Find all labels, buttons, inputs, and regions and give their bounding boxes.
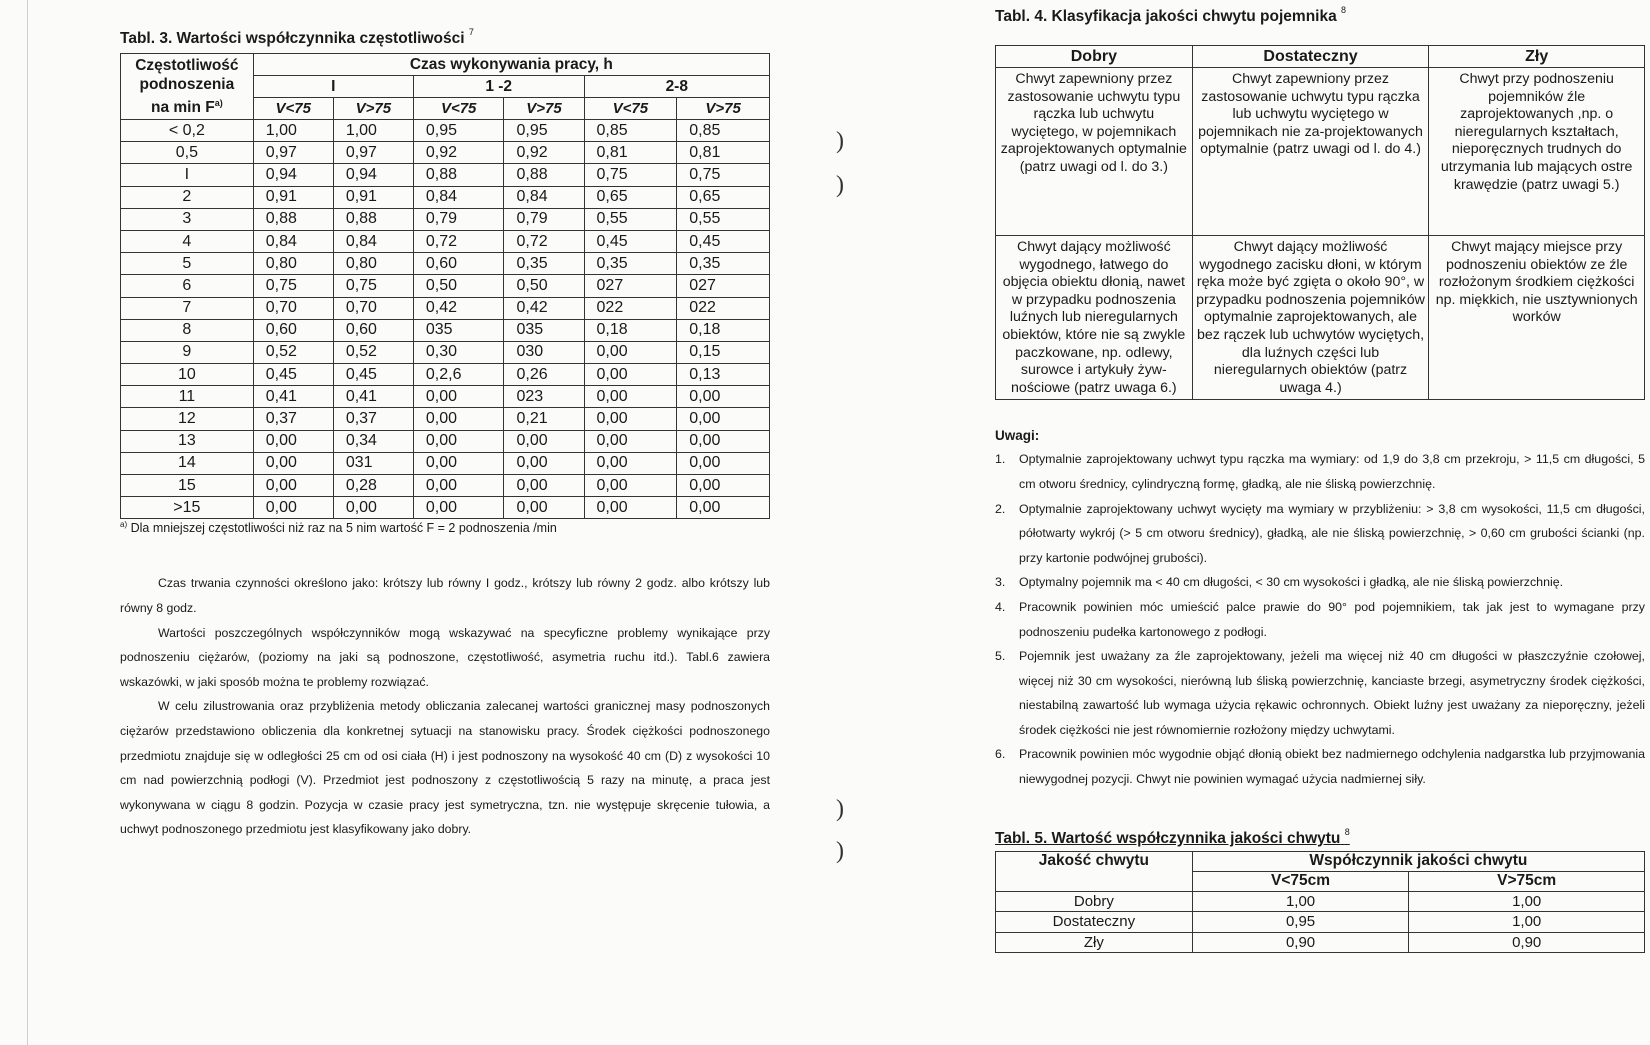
table3-value-cell: 0,95 [504,120,584,142]
table4-header: Zły [1429,46,1645,68]
table3-value-cell: 0,65 [584,186,677,208]
table3-value-cell: 0,92 [504,142,584,164]
table3-value-cell: 0,26 [504,364,584,386]
table3-value-cell: 0,45 [333,364,413,386]
note-text: Pracownik powinien móc umieścić palce prawie do 90° pod pojemnikiem, tak jak jest to wymagane przy podnoszeniu pudełka kartonowego z podłogi. [1019,599,1645,639]
table4 [995,45,1645,400]
table3-frequency-cell: I [121,164,254,186]
table3-frequency-cell: 11 [121,386,254,408]
table3-value-cell: 0,72 [504,230,584,252]
table3-value-cell: 0,52 [253,341,333,363]
table3-value-cell: 1,00 [253,120,333,142]
table3-frequency-cell: 7 [121,297,254,319]
scan-edge-line [27,0,28,1045]
table3-value-cell: 0,00 [504,430,584,452]
table3-value-cell: 0,84 [504,186,584,208]
table5-header-group: Współczynnik jakości chwytu [1192,851,1644,871]
table3-value-cell: 0,97 [333,142,413,164]
table-row [121,230,770,252]
table4-header: Dostateczny [1192,46,1429,68]
table3-value-cell: 0,75 [253,275,333,297]
note-number: 1. [995,452,1006,467]
table4-cell: Chwyt dający możliwość wygodnego zacisku dłoni, w którym ręka może być zgięta o około 90°, w przypadku podnoszenia pojemników optymalnie zaprojektowanych, ale bez rączek lub uchwytów wyciętych, dla luźnych części lub nieregularnych obiektów (patrz uwaga 4.) [1192,236,1429,400]
note-number: 5. [995,649,1006,664]
table3-value-cell: 0,21 [504,408,584,430]
table-row [121,475,770,497]
table3-value-cell: 0,00 [413,430,504,452]
table3-value-cell: 0,72 [413,230,504,252]
table3-value-cell: 0,79 [413,208,504,230]
table3-value-cell: 0,00 [677,452,770,474]
table5-subheader: V<75cm [1192,871,1409,891]
table5-body [996,891,1645,953]
table3-value-cell: 0,84 [413,186,504,208]
table3-value-cell: 0,00 [584,364,677,386]
note-text: Pojemnik jest uważany za źle zaprojektowany, jeżeli ma więcej niż 40 cm długości w płaszczyźnie czołowej, więcej niż 30 cm wysokości, nierówną lub śliską powierzchnię, kanciaste brzegi, asymetryczny środek ciężkości, niestabilną zawartość lub wymaga użycia rękawic ochronnych. Obiekt luźny jest uważany za nieporęczny, jeżeli środek ciężkości nie jest równomiernie rozłożony między uchwytami. [1019,649,1645,737]
table3-value-cell: 0,00 [677,497,770,519]
table-row [121,386,770,408]
table3-value-cell: 0,00 [413,408,504,430]
table5-value-cell: 0,90 [1409,932,1645,953]
margin-mark: ) [836,838,844,864]
table3-value-cell: 023 [504,386,584,408]
table3-frequency-cell: 4 [121,230,254,252]
table3-value-cell: 0,81 [584,142,677,164]
table-row [121,319,770,341]
table3-value-cell: 027 [584,275,677,297]
table5-value-cell: 1,00 [1409,912,1645,933]
table4-cell: Chwyt zapewniony przez zastosowanie uchwytu typu rączka lub uchwytu wyciętego, w pojemnikach zaprojektowanych optymalnie (patrz uwagi od l. do 3.) [996,68,1193,236]
table3-value-cell: 0,00 [253,452,333,474]
paragraph: W celu zilustrowania oraz przybliżenia metody obliczania zalecanej wartości granicznej masy podnoszonych ciężarów przedstawiono obliczenia dla konkretnej sytuacji na stanowisku pracy. Środek ciężkości podnoszonego przedmiotu znajduje się w odległości 25 cm od osi ciała (H) i jest podnoszony na wysokość 40 cm (D) z wysokości 10 cm nad powierzchnią podłogi (V). Przedmiot jest podnoszony z częstotliwością 5 razy na minutę, a praca jest wykonywana w ciągu 8 godzin. Pozycja w czasie pracy jest symetryczna, tzn. nie występuje skręcenie tułowia, a uchwyt podnoszonego przedmiotu jest klasyfikowany jako dobry. [120,699,770,837]
table3-value-cell: 0,65 [677,186,770,208]
table3-value-cell: 0,35 [677,253,770,275]
table3-subheader: V>75 [677,98,770,120]
table-row [121,297,770,319]
table3-value-cell: 0,42 [504,297,584,319]
table3-value-cell: 0,37 [253,408,333,430]
table-row [121,120,770,142]
table3-value-cell: 0,75 [584,164,677,186]
table3-value-cell: 0,88 [504,164,584,186]
table3-value-cell: 0,2,6 [413,364,504,386]
table3-value-cell: 0,00 [584,386,677,408]
notes-list [995,447,1645,791]
table-row [121,364,770,386]
table3-frequency-cell: >15 [121,497,254,519]
table3-value-cell: 027 [677,275,770,297]
table3-value-cell: 0,55 [584,208,677,230]
table4-title: Tabl. 4. Klasyfikacja jakości chwytu pojemnika $^8$ [995,5,1347,25]
table3-value-cell: 0,00 [333,497,413,519]
table3-value-cell: 1,00 [333,120,413,142]
table3-subheader: V<75 [584,98,677,120]
table3-frequency-cell: 0,5 [121,142,254,164]
table3-value-cell: 0,94 [333,164,413,186]
table-row [996,932,1645,953]
table3-value-cell: 0,95 [413,120,504,142]
table-row [121,275,770,297]
table3-frequency-cell: 6 [121,275,254,297]
table3-subheader: V<75 [413,98,504,120]
table5-quality-cell: Dostateczny [996,912,1193,933]
table3-value-cell: 0,85 [584,120,677,142]
table3-frequency-cell: 3 [121,208,254,230]
table3-frequency-cell: 10 [121,364,254,386]
table3-value-cell: 0,34 [333,430,413,452]
table-row [121,142,770,164]
table3-value-cell: 0,00 [584,341,677,363]
table3-value-cell: 0,00 [584,497,677,519]
table-row [996,891,1645,912]
table3-value-cell: 022 [584,297,677,319]
table3-value-cell: 0,70 [253,297,333,319]
table3-value-cell: 0,81 [677,142,770,164]
table3 [120,53,770,519]
table3-value-cell: 0,80 [333,253,413,275]
table3-value-cell: 0,88 [333,208,413,230]
table3-value-cell: 0,60 [413,253,504,275]
table-row [121,497,770,519]
table3-value-cell: 031 [333,452,413,474]
table3-value-cell: 0,75 [677,164,770,186]
table3-value-cell: 0,00 [413,475,504,497]
table3-value-cell: 0,35 [504,253,584,275]
table4-cell: Chwyt przy podnoszeniu pojemników źle zaprojektowanych ,np. o nieregularnych kształtach, nieporęcznych trudnych do utrzymania lub mających ostre krawędzie (patrz uwagi 5.) [1429,68,1645,236]
table3-value-cell: 0,00 [413,386,504,408]
table5 [995,851,1645,954]
table5-header-quality: Jakość chwytu [996,851,1193,891]
list-item [995,644,1645,742]
body-text [120,571,770,842]
table3-value-cell: 0,00 [413,452,504,474]
paragraph: Czas trwania czynności określono jako: krótszy lub równy I godz., krótszy lub równy 2 godz. albo krótszy lub równy 8 godz. [120,576,770,615]
table3-value-cell: 0,37 [333,408,413,430]
table3-value-cell: 022 [677,297,770,319]
table3-value-cell: 0,18 [677,319,770,341]
table3-value-cell: 0,41 [333,386,413,408]
table-row [121,452,770,474]
table5-value-cell: 0,95 [1192,912,1409,933]
table4-cell: Chwyt dający możliwość wygodnego, łatwego do objęcia obiektu dłonią, nawet w przypadku podnoszenia luźnych lub nieregularnych obiektów, które nie są zwykle paczkowane, np. odlewy, surowce i artykuły żyw-nościowe (patrz uwaga 6.) [996,236,1193,400]
table5-quality-cell: Dobry [996,891,1193,912]
table3-value-cell: 0,00 [253,430,333,452]
table3-frequency-cell: 14 [121,452,254,474]
table3-frequency-cell: 2 [121,186,254,208]
note-text: Optymalny pojemnik ma < 40 cm długości, < 30 cm wysokości i gładką, ale nie śliską powierzchnię. [1019,575,1564,590]
table-row [121,164,770,186]
table3-value-cell: 0,00 [504,497,584,519]
table3-period: I [253,76,413,98]
table3-value-cell: 030 [504,341,584,363]
table3-value-cell: 0,00 [413,497,504,519]
list-item [995,742,1645,791]
table3-period: 1 -2 [413,76,584,98]
table3-subheader: V>75 [333,98,413,120]
table5-subheader: V>75cm [1409,871,1645,891]
table3-value-cell: 0,00 [584,452,677,474]
table-row [996,912,1645,933]
left-page [120,22,770,842]
table-row [121,208,770,230]
table3-value-cell: 0,28 [333,475,413,497]
paragraph: Wartości poszczególnych współczynników mogą wskazywać na specyficzne problemy wynikające przy podnoszeniu ciężarów, (poziomy na jaki są podnoszone, częstotliwość, asymetria ruchu itd.). Tabl.6 zawiera wskazówki, w jaki sposób można te problemy rozwiązać. [120,625,770,689]
table3-value-cell: 0,91 [333,186,413,208]
table3-frequency-cell: 12 [121,408,254,430]
table5-quality-cell: Zły [996,932,1193,953]
table-row [121,253,770,275]
table3-value-cell: 0,50 [413,275,504,297]
table-row [121,341,770,363]
table3-value-cell: 0,00 [677,475,770,497]
table3-value-cell: 035 [504,319,584,341]
list-item [995,570,1645,595]
table5-value-cell: 1,00 [1192,891,1409,912]
table3-frequency-cell: 9 [121,341,254,363]
list-item [995,447,1645,496]
table3-subheader: V<75 [253,98,333,120]
note-number: 4. [995,599,1006,614]
table3-header-frequency: Częstotliwość podnoszenia na $\min F^{a)}$ [121,54,254,120]
table3-value-cell: 0,45 [253,364,333,386]
table3-frequency-cell: < 0,2 [121,120,254,142]
table3-value-cell: 0,00 [677,386,770,408]
table5-value-cell: 1,00 [1409,891,1645,912]
table3-value-cell: 0,52 [333,341,413,363]
table3-frequency-cell: 13 [121,430,254,452]
table3-body [121,120,770,519]
table3-value-cell: 0,00 [677,408,770,430]
table3-value-cell: 0,88 [253,208,333,230]
table3-value-cell: 0,15 [677,341,770,363]
table3-period: 2-8 [584,76,769,98]
table3-value-cell: 0,88 [413,164,504,186]
table3-value-cell: 0,18 [584,319,677,341]
table3-frequency-cell: 5 [121,253,254,275]
table3-value-cell: 0,45 [584,230,677,252]
table3-frequency-cell: 8 [121,319,254,341]
table-row [121,430,770,452]
table3-subheader: V>75 [504,98,584,120]
table3-value-cell: 0,00 [253,497,333,519]
note-text: Optymalnie zaprojektowany uchwyt typu rączka ma wymiary: od 1,9 do 3,8 cm przekroju, > 11,5 cm długości, 5 cm otworu średnicy, cylindryczną formę, gładką, ale nie śliską powierzchnię. [1019,452,1645,491]
table3-value-cell: 0,79 [504,208,584,230]
table3-value-cell: 0,30 [413,341,504,363]
table3-value-cell: 0,60 [253,319,333,341]
note-text: Optymalnie zaprojektowany uchwyt wycięty ma wymiary w przybliżeniu: > 3,8 cm wysokości, 11,5 cm długości, półotwarty wykrój (> 5 cm otworu średnicy), gładką, ale nie śliską powierzchnię, > 0,60 cm grubości ścianki (np. przy kartonie podwójnej grubości). [1019,501,1645,565]
table3-value-cell: 0,80 [253,253,333,275]
table5-value-cell: 0,90 [1192,932,1409,953]
table-row [121,186,770,208]
table3-value-cell: 0,91 [253,186,333,208]
table3-header-group: Czas wykonywania pracy, h [253,54,769,76]
table3-value-cell: 0,60 [333,319,413,341]
notes-title: Uwagi: [995,428,1040,444]
note-number: 3. [995,575,1006,590]
table3-value-cell: 0,92 [413,142,504,164]
table3-footnote: $^{a)}$ Dla mniejszej częstotliwości niż raz na 5 nim wartość F = 2 podnoszenia /min [120,520,557,536]
table3-value-cell: 0,00 [677,430,770,452]
table3-value-cell: 0,13 [677,364,770,386]
table3-value-cell: 0,84 [253,230,333,252]
table3-value-cell: 035 [413,319,504,341]
table3-value-cell: 0,00 [584,430,677,452]
table3-value-cell: 0,50 [504,275,584,297]
table3-value-cell: 0,42 [413,297,504,319]
list-item [995,497,1645,571]
note-number: 6. [995,747,1006,762]
table3-value-cell: 0,45 [677,230,770,252]
margin-mark: ) [836,172,844,198]
list-item [995,595,1645,644]
table3-value-cell: 0,94 [253,164,333,186]
table3-value-cell: 0,85 [677,120,770,142]
table3-value-cell: 0,00 [584,408,677,430]
table3-value-cell: 0,84 [333,230,413,252]
right-page [995,0,1645,953]
note-text: Pracownik powinien móc wygodnie objąć dłonią obiekt bez nadmiernego odchylenia nadgarstka lub przyjmowania niewygodnej pozycji. Chwyt nie powinien wymagać użycia nadmiernej siły. [1019,747,1645,787]
table4-cell: Chwyt mający miejsce przy podnoszeniu obiektów ze źle rozłożonym środkiem ciężkości np. miękkich, nie usztywnionych worków [1429,236,1645,400]
note-number: 2. [995,501,1006,516]
table3-value-cell: 0,97 [253,142,333,164]
table3-frequency-cell: 15 [121,475,254,497]
table3-value-cell: 0,00 [584,475,677,497]
table3-value-cell: 0,00 [504,452,584,474]
table4-header: Dobry [996,46,1193,68]
table3-value-cell: 0,35 [584,253,677,275]
table5-title: Tabl. 5. Wartość współczynnika jakości chwytu $^8$ [995,826,1350,847]
table3-value-cell: 0,70 [333,297,413,319]
margin-mark: ) [836,796,844,822]
table3-value-cell: 0,00 [504,475,584,497]
table3-value-cell: 0,75 [333,275,413,297]
table4-cell: Chwyt zapewniony przez zastosowanie uchwytu typu rączka lub uchwytu wyciętego w pojemnikach nie za-projektowanych optymalnie (patrz uwagi od l. do 4.) [1192,68,1429,236]
margin-mark: ) [836,128,844,154]
table3-title: Tabl. 3. Wartości współczynnika częstotliwości $^7$ [120,27,474,47]
table3-value-cell: 0,00 [253,475,333,497]
table3-value-cell: 0,41 [253,386,333,408]
table-row [121,408,770,430]
table3-value-cell: 0,55 [677,208,770,230]
